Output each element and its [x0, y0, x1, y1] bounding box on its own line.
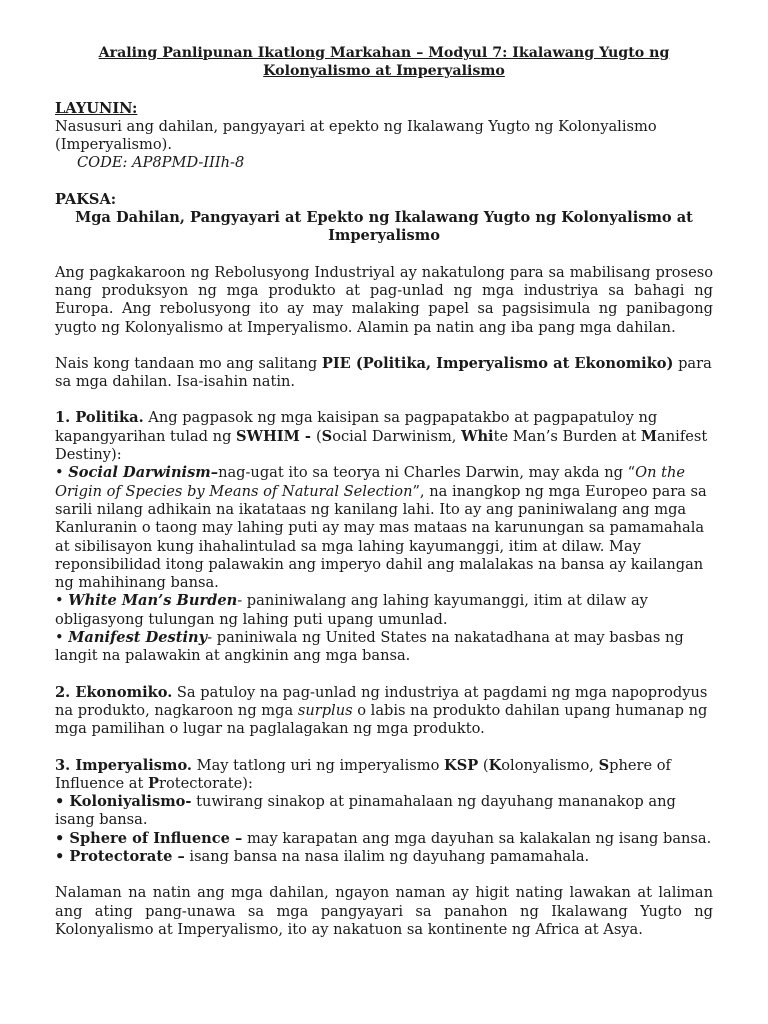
document-page: [55, 44, 713, 939]
politika-heading: 1. Politika.: [55, 409, 144, 427]
bullet: •: [55, 829, 70, 847]
document-title: [55, 44, 713, 81]
swhim-te: te Man’s Burden at: [493, 427, 641, 445]
protectorate-text: isang bansa na nasa ilalim ng dayuhang pamamahala.: [184, 847, 590, 865]
bullet: •: [55, 592, 69, 610]
manifest-destiny-item: [55, 629, 713, 666]
social-darwinism-term: Social Darwinism–: [68, 464, 219, 482]
surplus-term: surplus: [297, 701, 353, 719]
ksp-p: P: [148, 774, 159, 792]
koloniyalismo-item: [55, 793, 713, 830]
white-mans-burden-text: - paniniwalang ang lahing kayumanggi, itim at dilaw ay obligasyong tulungan ng lahing puti upang umunlad.: [55, 592, 648, 628]
protectorate-item: [55, 848, 713, 866]
paksa-label: PAKSA:: [55, 190, 117, 208]
ekonomiko-text-1: Sa patuloy na pag-unlad ng industriya at pagdami ng mga napoprodyus na produkto, nagkaroon ng mga: [55, 683, 708, 719]
white-mans-burden-term: White Man’s Burden: [68, 592, 238, 610]
ekonomiko-heading: 2. Ekonomiko.: [55, 683, 173, 701]
closing-paragraph: Nalaman na natin ang mga dahilan, ngayon naman ay higit nating lawakan at laliman ang ating pang-unawa sa mga pangyayari sa panahon ng Ikalawang Yugto ng Kolonyalismo at Imperyalismo, ito ay nakatuon sa kontinente ng Africa at Asya.: [55, 884, 713, 938]
sphere-of-influence-text: may karapatan ang mga dayuhan sa kalakalan ng isang bansa.: [242, 829, 712, 847]
layunin-label: LAYUNIN:: [55, 99, 138, 117]
intro-paragraph: Ang pagkakaroon ng Rebolusyong Industriyal ay nakatulong para sa mabilisang proseso nang produksyon ng mga produkto at pag-unlad ng mga industriya sa bahagi ng Europa. Ang rebolusyong ito ay may malaking papel sa pagsisimula ng panibagong yugto ng Kolonyalismo at Imperyalismo. Alamin pa natin ang iba pang mga dahilan.: [55, 263, 713, 336]
sphere-of-influence-term: Sphere of Influence –: [69, 829, 243, 847]
ksp-term: KSP: [444, 756, 479, 774]
ksp-olon: olonyalismo,: [501, 756, 599, 774]
ksp-phere: phere of Influence at: [55, 756, 671, 792]
social-darwinism-text-2: ”, na inangkop ng mga Europeo para sa sarili nilang adhikain na ikatataas ng kanilang lahi. Ito ay ang paniniwalang ang mga Kanluranin o taong may lahing puti ay may mas mataas na karunungan sa pamamahala at sibilisayon kung ihahalintulad sa mga lahing kayumanggi, itim at dilaw. May reponsibilidad itong palawakin ang imperyo dahil ang malalakas na bansa ay kailangan ng mahihinang bansa.: [55, 482, 707, 592]
ekonomiko-paragraph: [55, 684, 713, 739]
politika-paragraph: [55, 409, 713, 464]
layunin-text: Nasusuri ang dahilan, pangyayari at epekto ng Ikalawang Yugto ng Kolonyalismo (Imperyalismo).: [55, 117, 657, 154]
title-line-2: Kolonyalismo at Imperyalismo: [263, 63, 505, 80]
ksp-k: K: [488, 756, 502, 774]
paksa-heading: Mga Dahilan, Pangyayari at Epekto ng Ikalawang Yugto ng Kolonyalismo at Imperyalismo: [75, 209, 693, 245]
imperyalismo-heading: 3. Imperyalismo.: [55, 756, 193, 774]
politika-text: Ang pagpasok ng mga kaisipan sa pagpapatakbo at pagpapatuloy ng kapangyarihan tulad ng: [55, 409, 658, 445]
koloniyalismo-text: tuwirang sinakop at pinamahalaan ng dayuhang mananakop ang isang bansa.: [55, 793, 676, 829]
imperyalismo-text: May tatlong uri ng imperyalismo: [192, 756, 445, 774]
sphere-of-influence-item: [55, 830, 713, 848]
social-darwinism-text-1: nag-ugat ito sa teorya ni Charles Darwin, may akda ng “: [218, 464, 636, 482]
swhim-m: M: [640, 427, 658, 445]
swhim-term: SWHIM -: [236, 427, 316, 445]
manifest-destiny-term: Manifest Destiny: [68, 629, 208, 647]
protectorate-term: Protectorate –: [69, 847, 185, 865]
ksp-rotect: rotectorate):: [158, 774, 253, 792]
social-darwinism-item: [55, 464, 713, 592]
koloniyalismo-term: Koloniyalismo-: [69, 793, 192, 811]
book-title: On the Origin of Species by Means of Natural Selection: [55, 464, 686, 500]
white-mans-burden-item: [55, 592, 713, 629]
pie-after: para sa mga dahilan. Isa-isahin natin.: [55, 354, 712, 391]
bullet: •: [55, 793, 70, 811]
ekonomiko-text-2: o labis na produkto dahilan upang humanap ng mga pamilihan o lugar na paglalagakan ng mga produkto.: [55, 701, 708, 738]
title-line-1: Araling Panlipunan Ikatlong Markahan – Modyul 7: Ikalawang Yugto ng: [98, 45, 670, 61]
pie-term: PIE (Politika, Imperyalismo at Ekonomiko): [321, 354, 674, 372]
ksp-s: S: [598, 756, 610, 774]
ksp-paren: (: [478, 756, 489, 774]
swhim-anifest: anifest Destiny):: [55, 427, 708, 464]
bullet: •: [55, 629, 69, 647]
layunin-code: CODE: AP8PMD-IIIh-8: [77, 154, 245, 172]
swhim-whi: Whi: [461, 427, 494, 445]
bullet: •: [55, 847, 70, 865]
bullet: •: [55, 464, 69, 482]
pie-paragraph: [55, 355, 713, 392]
manifest-destiny-text: - paniniwala ng United States na nakatadhana at may basbas ng langit na palawakin at angkinin ang mga bansa.: [55, 629, 684, 665]
imperyalismo-paragraph: [55, 757, 713, 794]
swhim-ocial: ocial Darwinism,: [332, 427, 462, 445]
pie-before: Nais kong tandaan mo ang salitang: [55, 354, 322, 372]
politika-paren: (: [315, 427, 322, 445]
swhim-s: S: [321, 427, 333, 445]
